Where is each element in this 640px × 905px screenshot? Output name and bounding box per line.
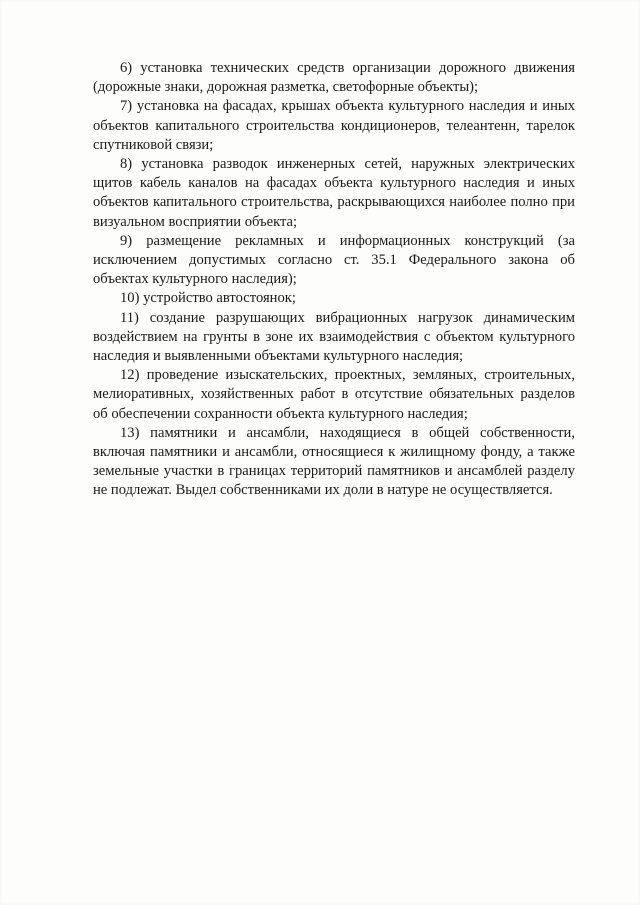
list-item-6: 6) установка технических средств организации дорожного движения (дорожные знаки, дорожная разметка, светофорные объекты);	[93, 60, 575, 96]
list-item-10: 10) устройство автостоянок;	[120, 290, 296, 307]
list-item-9: 9) размещение рекламных и информационных конструкций (за исключением допустимых согласно ст. 35.1 Федерального закона об объектах культурного наследия);	[93, 232, 575, 288]
list-item-7: 7) установка на фасадах, крышах объекта культурного наследия и иных объектов капитального строительства кондиционеров, телеантенн, тарелок спутниковой связи;	[93, 98, 575, 153]
list-item-11: 11) создание разрушающих вибрационных нагрузок динамическим воздействием на грунты в зоне их взаимодействия с объектом культурного наследия и выявленными объектами культурного наследия;	[93, 309, 575, 365]
document-body	[93, 59, 575, 501]
list-item-13: 13) памятники и ансамбли, находящиеся в общей собственности, включая памятники и ансамбли, относящиеся к жилищному фонду, а также земельные участки в границах территорий памятников и ансамблей разделу не подлежат. Выдел собственниками их доли в натуре не осуществляется.	[93, 424, 575, 499]
list-item-8: 8) установка разводок инженерных сетей, наружных электрических щитов кабель каналов на фасадах объекта культурного наследия и иных объектов капитального строительства, раскрывающихся наиболее полно при визуальном восприятии объекта;	[93, 156, 575, 230]
list-item-12: 12) проведение изыскательских, проектных, земляных, строительных, мелиоративных, хозяйственных работ в отсутствие обязательных разделов об обеспечении сохранности объекта культурного наследия;	[93, 367, 575, 422]
